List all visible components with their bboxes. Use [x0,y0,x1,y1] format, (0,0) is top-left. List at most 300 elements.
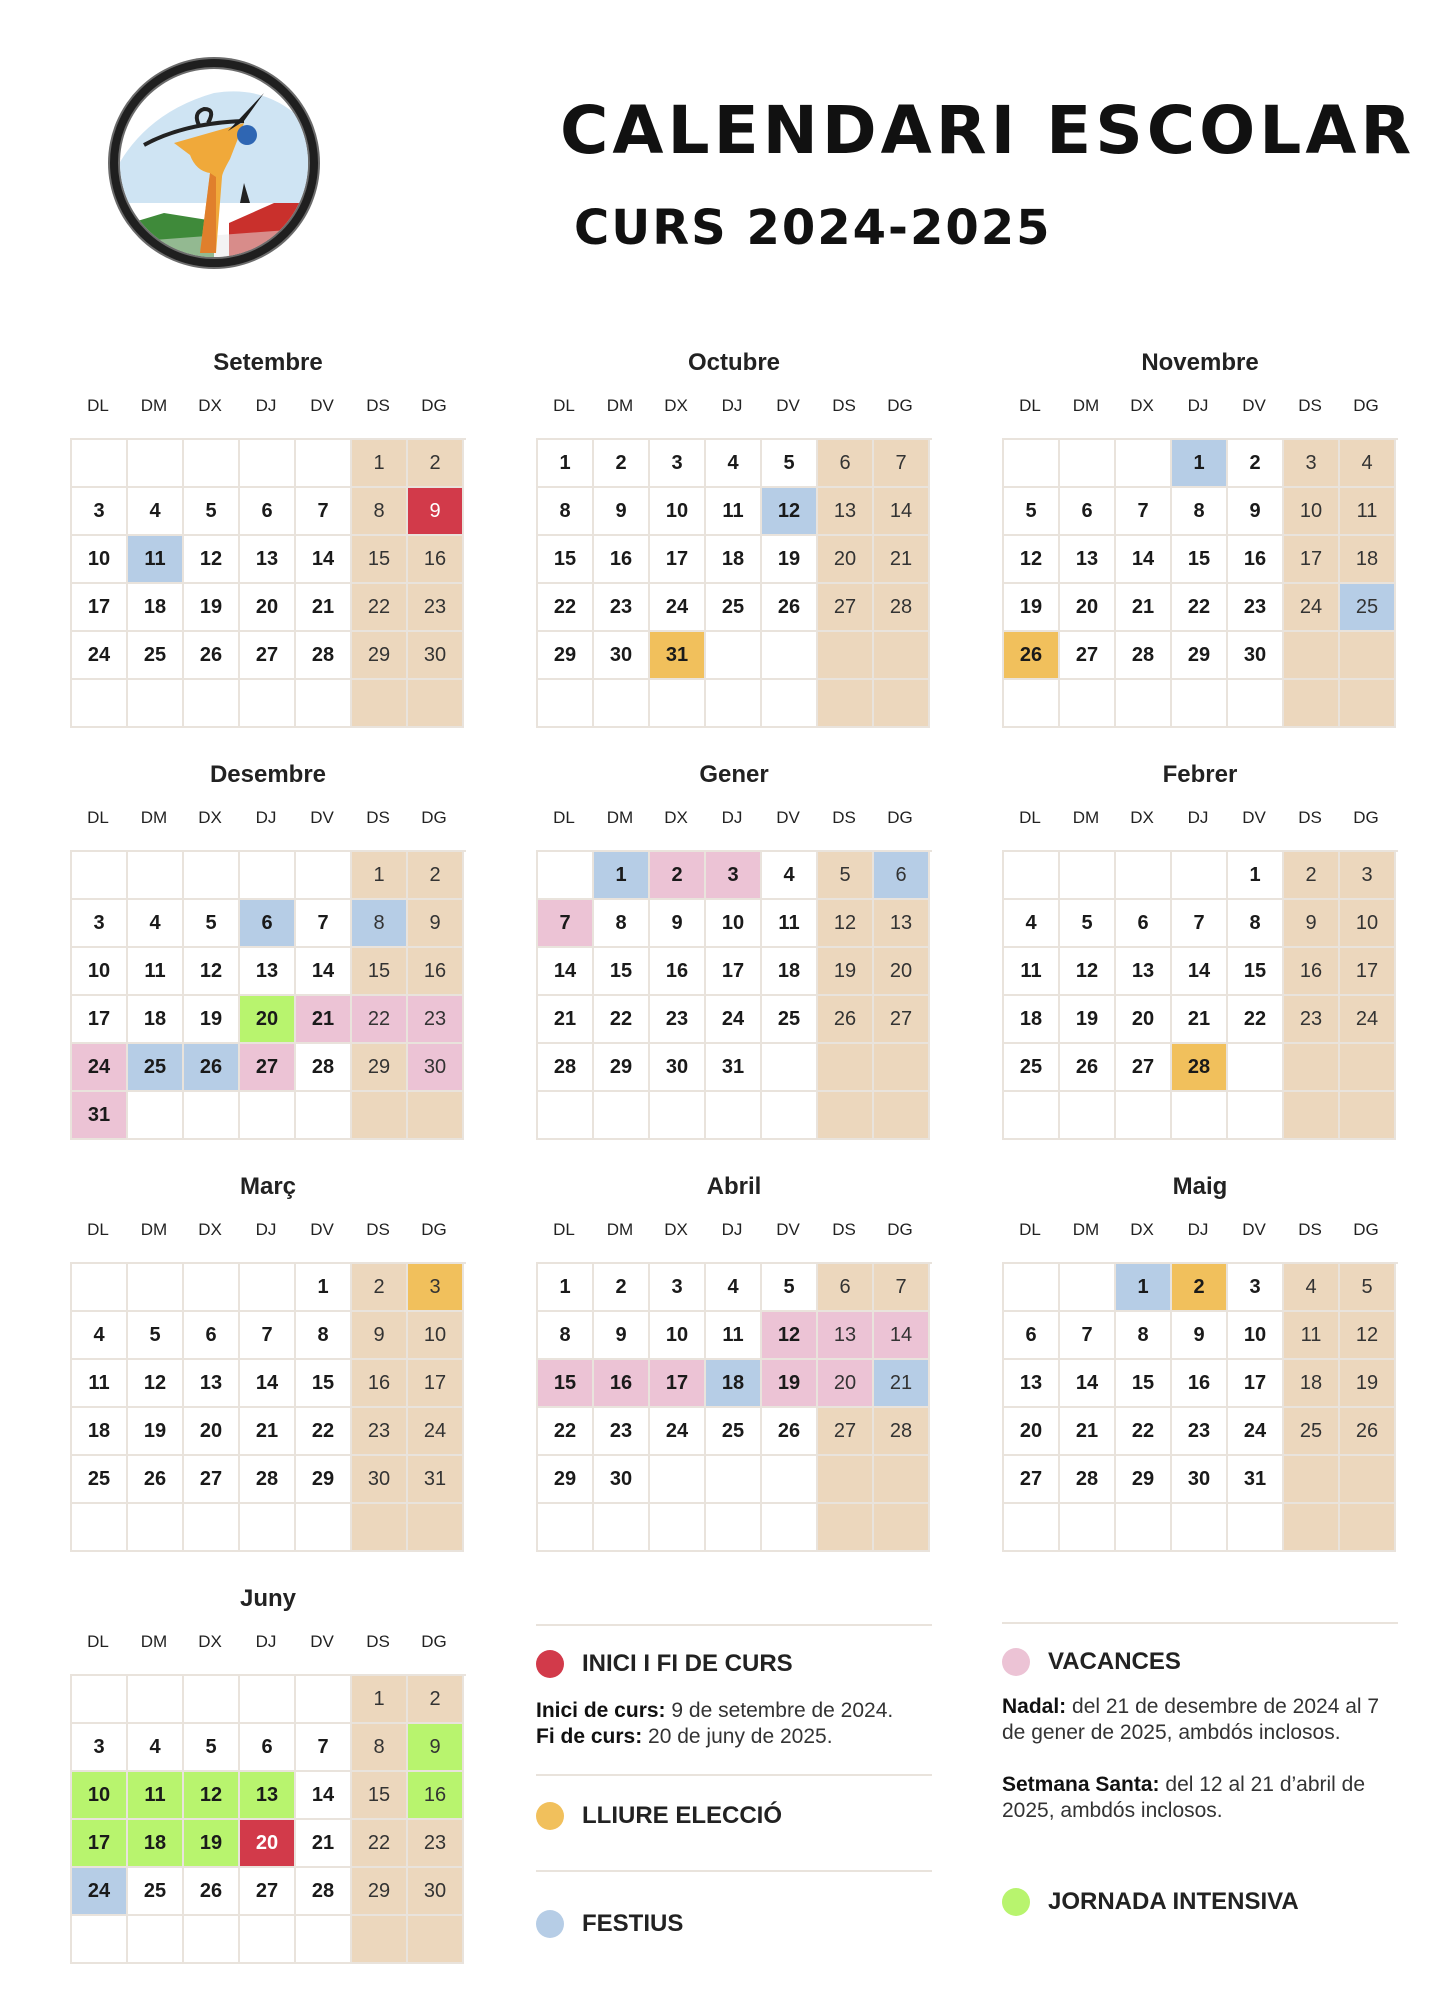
month-0 [70,348,466,728]
legend-label: VACANCES [1048,1648,1181,1675]
weekday-label: DX [198,1220,222,1239]
empty-cell [240,440,296,488]
day-cell: 23 [594,1408,650,1456]
day-cell: 17 [1228,1360,1284,1408]
weekday-label: DJ [255,1220,277,1239]
day-cell: 10 [650,488,706,536]
weekday-label: DX [198,396,222,415]
green-dot-icon [1002,1888,1030,1916]
empty-cell [1004,1264,1060,1312]
day-cell: 4 [1004,900,1060,948]
day-cell: 11 [128,948,184,996]
day-cell: 4 [128,488,184,536]
day-cell: 24 [706,996,762,1044]
empty-cell [706,1092,762,1140]
day-cell: 19 [1004,584,1060,632]
day-cell: 12 [184,948,240,996]
month-2 [1002,348,1398,728]
empty-cell [762,680,818,728]
empty-cell [1228,1092,1284,1140]
day-cell: 7 [1060,1312,1116,1360]
empty-cell [1340,1044,1396,1092]
empty-cell [240,1092,296,1140]
day-cell: 15 [296,1360,352,1408]
month-3 [70,760,466,1140]
empty-cell [296,1092,352,1140]
day-cell: 14 [538,948,594,996]
empty-cell [184,680,240,728]
day-cell: 31 [408,1456,464,1504]
day-cell: 5 [184,488,240,536]
day-cell: 18 [1004,996,1060,1044]
empty-cell [128,1916,184,1964]
day-cell: 2 [650,852,706,900]
day-cell: 3 [650,440,706,488]
empty-cell [762,1092,818,1140]
day-cell: 24 [1340,996,1396,1044]
day-cell: 8 [1172,488,1228,536]
weekday-header [70,1626,466,1658]
weekday-label: DX [1130,1220,1154,1239]
day-cell: 15 [352,948,408,996]
empty-cell [706,680,762,728]
day-cell: 2 [408,1676,464,1724]
day-cell: 9 [408,1724,464,1772]
day-cell: 18 [1284,1360,1340,1408]
empty-cell [1004,1092,1060,1140]
day-cell: 15 [1172,536,1228,584]
empty-cell [72,1676,128,1724]
day-cell: 25 [1284,1408,1340,1456]
empty-cell [762,1504,818,1552]
day-cell: 6 [184,1312,240,1360]
day-cell: 21 [296,1820,352,1868]
day-cell: 3 [1228,1264,1284,1312]
day-cell: 29 [352,632,408,680]
empty-cell [184,440,240,488]
empty-cell [1228,1044,1284,1092]
weekday-label: DG [421,808,447,827]
day-cell: 27 [184,1456,240,1504]
day-cell: 18 [72,1408,128,1456]
day-cell: 7 [874,1264,930,1312]
day-cell: 22 [1172,584,1228,632]
weekday-label: DL [553,808,575,827]
day-cell: 24 [1284,584,1340,632]
day-cell: 29 [296,1456,352,1504]
weekday-label: DL [1019,396,1041,415]
day-cell: 24 [72,632,128,680]
day-cell: 14 [296,948,352,996]
empty-cell [240,852,296,900]
day-cell: 3 [72,488,128,536]
empty-cell [408,680,464,728]
day-cell: 19 [128,1408,184,1456]
day-cell: 2 [408,440,464,488]
weekday-header [70,1214,466,1246]
day-cell: 19 [1340,1360,1396,1408]
empty-cell [818,1504,874,1552]
month-name: Gener [699,761,769,788]
day-cell: 16 [408,1772,464,1820]
month-8 [1002,1172,1398,1552]
day-cell: 26 [1340,1408,1396,1456]
day-cell: 30 [594,1456,650,1504]
weekday-label: DM [1072,808,1100,827]
day-cell: 3 [72,1724,128,1772]
day-cell: 12 [128,1360,184,1408]
day-cell: 22 [296,1408,352,1456]
day-cell: 7 [874,440,930,488]
empty-cell [72,1264,128,1312]
legend-text: 9 de setembre de 2024. [665,1699,894,1722]
day-cell: 20 [818,536,874,584]
day-cell: 4 [1284,1264,1340,1312]
day-cell: 11 [128,1772,184,1820]
day-cell: 30 [1228,632,1284,680]
month-4 [536,760,932,1140]
empty-cell [818,1456,874,1504]
day-cell: 8 [538,1312,594,1360]
day-cell: 15 [538,536,594,584]
day-cell: 29 [1116,1456,1172,1504]
day-cell: 8 [1228,900,1284,948]
weekday-label: DX [664,396,688,415]
day-cell: 25 [706,1408,762,1456]
day-cell: 9 [408,900,464,948]
empty-cell [296,852,352,900]
day-cell: 16 [408,536,464,584]
empty-cell [72,852,128,900]
day-cell: 22 [594,996,650,1044]
day-cell: 27 [818,1408,874,1456]
day-cell: 11 [706,488,762,536]
day-cell: 8 [594,900,650,948]
month-name: Maig [1172,1173,1228,1200]
month-6 [70,1172,466,1552]
weekday-label: DJ [721,396,743,415]
weekday-label: DX [1130,396,1154,415]
day-cell: 17 [650,536,706,584]
weekday-header [70,802,466,834]
empty-cell [296,1916,352,1964]
day-cell: 14 [1060,1360,1116,1408]
day-cell: 17 [72,1820,128,1868]
empty-cell [1172,680,1228,728]
day-cell: 20 [184,1408,240,1456]
legend-text: 20 de juny de 2025. [642,1725,833,1748]
month-1 [536,348,932,728]
day-cell: 30 [352,1456,408,1504]
weekday-label: DJ [255,808,277,827]
day-cell: 4 [128,900,184,948]
empty-cell [1340,1456,1396,1504]
day-cell: 25 [762,996,818,1044]
weekday-label: DL [1019,1220,1041,1239]
day-cell: 20 [1116,996,1172,1044]
legend-item-festius [536,1910,932,1938]
day-cell: 13 [184,1360,240,1408]
empty-cell [72,680,128,728]
empty-cell [650,680,706,728]
empty-cell [352,680,408,728]
day-cell: 9 [1228,488,1284,536]
empty-cell [1060,1264,1116,1312]
empty-cell [1284,1092,1340,1140]
school-logo [104,53,324,273]
day-cell: 4 [706,1264,762,1312]
day-cell: 6 [1116,900,1172,948]
day-cell: 16 [1284,948,1340,996]
empty-cell [1340,680,1396,728]
empty-cell [1340,632,1396,680]
day-cell: 4 [1340,440,1396,488]
day-cell: 24 [72,1868,128,1916]
day-cell: 19 [1060,996,1116,1044]
empty-cell [818,680,874,728]
day-cell: 28 [1060,1456,1116,1504]
empty-cell [352,1504,408,1552]
day-cell: 3 [72,900,128,948]
day-cell: 9 [408,488,464,536]
day-cell: 25 [128,632,184,680]
day-cell: 17 [706,948,762,996]
day-cell: 15 [352,536,408,584]
day-cell: 13 [240,536,296,584]
day-cell: 26 [184,1044,240,1092]
weekday-label: DJ [255,396,277,415]
day-cell: 19 [818,948,874,996]
divider [1002,1622,1398,1624]
day-cell: 10 [1228,1312,1284,1360]
empty-cell [1172,1092,1228,1140]
day-cell: 23 [650,996,706,1044]
day-cell: 23 [408,1820,464,1868]
day-cell: 10 [408,1312,464,1360]
blue-dot-icon [536,1910,564,1938]
day-cell: 7 [240,1312,296,1360]
day-cell: 13 [1004,1360,1060,1408]
day-cell: 21 [538,996,594,1044]
empty-cell [128,1092,184,1140]
day-cell: 23 [352,1408,408,1456]
day-cell: 11 [762,900,818,948]
day-cell: 7 [1172,900,1228,948]
day-cell: 9 [1172,1312,1228,1360]
day-cell: 4 [128,1724,184,1772]
day-cell: 2 [594,440,650,488]
weekday-header [536,802,932,834]
empty-cell [706,632,762,680]
weekday-label: DG [421,396,447,415]
day-cell: 19 [184,1820,240,1868]
weekday-label: DL [1019,808,1041,827]
legend-text: del 21 de desembre de 2024 al 7 de gener de 2025, ambdós inclosos. [1002,1695,1380,1744]
day-cell: 16 [650,948,706,996]
weekday-label: DG [421,1220,447,1239]
legend-item-intensiva [1002,1888,1398,1916]
day-cell: 19 [184,996,240,1044]
day-cell: 19 [762,536,818,584]
day-cell: 1 [1172,440,1228,488]
month-name: Febrer [1162,761,1238,788]
day-cell: 12 [1340,1312,1396,1360]
month-name: Març [239,1173,297,1200]
day-grid [536,850,932,1140]
day-cell: 22 [1116,1408,1172,1456]
day-cell: 26 [184,632,240,680]
yellow-dot-icon [536,1802,564,1830]
day-cell: 23 [594,584,650,632]
day-cell: 17 [1340,948,1396,996]
weekday-label: DX [664,808,688,827]
day-cell: 11 [72,1360,128,1408]
empty-cell [1172,852,1228,900]
day-cell: 9 [594,1312,650,1360]
day-cell: 6 [818,1264,874,1312]
empty-cell [1060,1092,1116,1140]
day-cell: 22 [538,584,594,632]
empty-cell [128,1676,184,1724]
day-cell: 13 [1116,948,1172,996]
day-cell: 4 [762,852,818,900]
empty-cell [240,680,296,728]
divider [536,1774,932,1776]
day-cell: 23 [1228,584,1284,632]
day-cell: 10 [72,1772,128,1820]
weekday-label: DV [310,808,334,827]
day-cell: 1 [296,1264,352,1312]
legend-column-2 [1002,1622,1398,1916]
weekday-label: DL [87,396,109,415]
day-cell: 6 [1060,488,1116,536]
divider [536,1624,932,1626]
day-cell: 5 [1004,488,1060,536]
day-cell: 10 [72,948,128,996]
day-cell: 14 [296,536,352,584]
day-cell: 9 [594,488,650,536]
day-cell: 4 [72,1312,128,1360]
weekday-label: DG [1353,396,1379,415]
day-cell: 2 [1284,852,1340,900]
empty-cell [1284,1504,1340,1552]
day-cell: 12 [1004,536,1060,584]
weekday-label: DG [1353,808,1379,827]
day-cell: 7 [1116,488,1172,536]
empty-cell [128,680,184,728]
empty-cell [706,1456,762,1504]
empty-cell [296,1676,352,1724]
day-cell: 31 [706,1044,762,1092]
day-cell: 21 [874,536,930,584]
month-9 [70,1584,466,1964]
day-cell: 27 [1060,632,1116,680]
day-cell: 17 [72,996,128,1044]
day-cell: 18 [128,1820,184,1868]
day-cell: 29 [1172,632,1228,680]
day-cell: 27 [240,1044,296,1092]
weekday-label: DV [310,396,334,415]
day-cell: 27 [1004,1456,1060,1504]
day-cell: 17 [408,1360,464,1408]
day-cell: 21 [874,1360,930,1408]
day-cell: 13 [818,488,874,536]
red-dot-icon [536,1650,564,1678]
weekday-header [1002,1214,1398,1246]
weekday-header [536,390,932,422]
weekday-label: DL [87,1220,109,1239]
day-cell: 11 [1004,948,1060,996]
day-cell: 13 [1060,536,1116,584]
day-cell: 24 [650,1408,706,1456]
day-cell: 28 [296,632,352,680]
weekday-label: DM [606,808,634,827]
empty-cell [650,1092,706,1140]
day-cell: 24 [1228,1408,1284,1456]
empty-cell [1284,1456,1340,1504]
weekday-label: DX [198,1632,222,1651]
day-cell: 26 [762,584,818,632]
weekday-label: DG [887,1220,913,1239]
day-cell: 3 [1284,440,1340,488]
day-cell: 5 [1340,1264,1396,1312]
legend-text-nadal [1002,1694,1398,1746]
day-cell: 6 [240,900,296,948]
empty-cell [1004,680,1060,728]
day-cell: 11 [1284,1312,1340,1360]
day-cell: 16 [594,1360,650,1408]
day-cell: 28 [240,1456,296,1504]
day-cell: 11 [706,1312,762,1360]
day-cell: 28 [296,1868,352,1916]
day-cell: 26 [128,1456,184,1504]
day-cell: 1 [538,1264,594,1312]
day-cell: 8 [352,900,408,948]
day-cell: 25 [1004,1044,1060,1092]
weekday-label: DS [832,808,856,827]
day-grid [1002,850,1398,1140]
weekday-label: DL [87,808,109,827]
empty-cell [762,1456,818,1504]
day-cell: 29 [538,632,594,680]
day-cell: 16 [408,948,464,996]
empty-cell [594,680,650,728]
weekday-label: DM [140,396,168,415]
weekday-label: DS [366,1632,390,1651]
day-cell: 18 [762,948,818,996]
day-grid [70,1674,466,1964]
day-cell: 22 [538,1408,594,1456]
day-cell: 1 [594,852,650,900]
weekday-label: DS [1298,396,1322,415]
empty-cell [650,1504,706,1552]
empty-cell [818,1044,874,1092]
day-cell: 10 [706,900,762,948]
weekday-label: DX [664,1220,688,1239]
day-cell: 28 [1172,1044,1228,1092]
day-cell: 31 [72,1092,128,1140]
day-cell: 20 [1004,1408,1060,1456]
day-cell: 7 [296,1724,352,1772]
month-name: Juny [239,1585,296,1612]
day-cell: 13 [818,1312,874,1360]
day-cell: 25 [128,1044,184,1092]
legend-text-bold: Inici de curs: [536,1699,666,1722]
empty-cell [240,1916,296,1964]
day-cell: 19 [762,1360,818,1408]
weekday-label: DM [140,1632,168,1651]
empty-cell [762,632,818,680]
